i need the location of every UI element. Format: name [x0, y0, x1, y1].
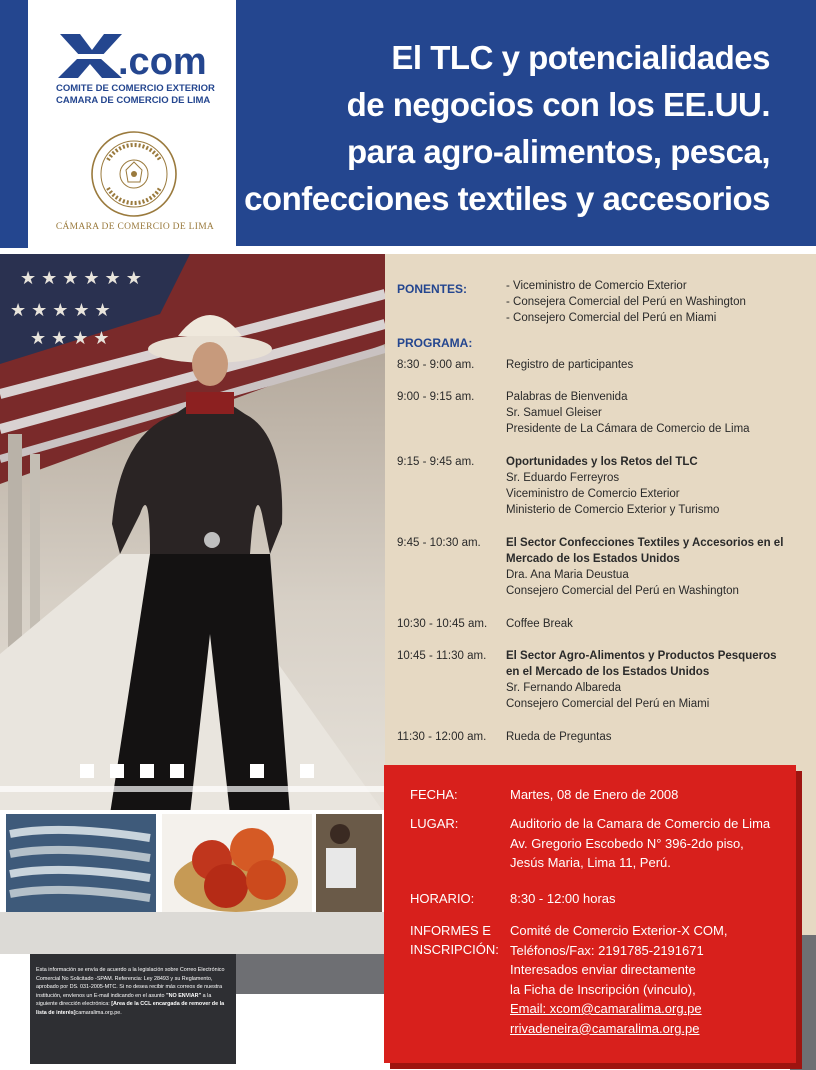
program-description	[506, 616, 791, 632]
speaker-item: - Viceministro de Comercio Exterior	[506, 280, 687, 292]
legal-note-text: a la siguiente dirección electrónica:	[36, 992, 212, 1008]
page-title	[230, 34, 770, 222]
program-session-title: El Sector Confecciones Textiles y Accesorios en el Mercado de los Estados Unidos	[506, 537, 784, 565]
program-time: 9:00 - 9:15 am.	[397, 391, 475, 403]
email-link[interactable]: Email: xcom@camaralima.org.pe	[510, 1001, 702, 1016]
location-line: Av. Gregorio Escobedo N° 396-2do piso,	[510, 835, 744, 851]
program-time: 11:30 - 12:00 am.	[397, 731, 487, 743]
location-line: Jesús Maria, Lima 11, Perú.	[510, 855, 671, 870]
program-line: Rueda de Preguntas	[506, 731, 612, 743]
program-line: Sr. Eduardo Ferreyros	[506, 472, 620, 484]
footer-gray-bar	[236, 954, 384, 994]
speaker-item: - Consejera Comercial del Perú en Washington	[506, 296, 746, 308]
speaker-item: - Consejero Comercial del Perú en Miami	[506, 312, 717, 324]
schedule-value: 8:30 - 12:00 horas	[510, 891, 616, 906]
product-thumbnails	[0, 810, 385, 954]
program-line: Dra. Ana Maria Deustua	[506, 569, 629, 581]
program-line: Coffee Break	[506, 618, 573, 630]
svg-text:★ ★ ★ ★ ★: ★ ★ ★ ★ ★	[10, 300, 111, 320]
organization-name	[56, 83, 226, 107]
seal-caption: CÁMARA DE COMERCIO DE LIMA	[55, 222, 215, 232]
organization-line-2: CAMARA DE COMERCIO DE LIMA	[56, 95, 211, 106]
contact-label	[410, 921, 499, 959]
legal-note-link[interactable]: camaralima.org.pe.	[75, 1009, 122, 1016]
title-line: El TLC y potencialidades	[391, 39, 770, 76]
program-session-title: Oportunidades y los Retos del TLC	[506, 456, 698, 468]
email-link-secondary[interactable]: rrivadeneira@camaralima.org.pe	[510, 1020, 700, 1036]
program-label: PROGRAMA:	[397, 336, 473, 350]
program-session-title: El Sector Agro-Alimentos y Productos Pesqueros en el Mercado de los Estados Unidos	[506, 650, 777, 678]
program-description	[506, 648, 791, 712]
title-line: confecciones textiles y accesorios	[244, 180, 770, 217]
contact-line: Comité de Comercio Exterior-X COM,	[510, 923, 728, 938]
program-time: 8:30 - 9:00 am.	[397, 359, 475, 371]
program-line: Sr. Samuel Gleiser	[506, 407, 602, 419]
program-line: Ministerio de Comercio Exterior y Turismo	[506, 504, 720, 516]
fashion-photo	[0, 254, 385, 954]
program-description	[506, 454, 791, 518]
legal-note-text: Esta información se envía de acuerdo a la legislación sobre Correo Electrónico Comercial No Solicitado -SPAM. Referencia: Ley 28493 y su Reglamento, aprobado por DS. 031-2005-MTC. Si no desea recibir más correos de nuestra institución, envíenos un E-mail indicando en el asunto	[36, 967, 225, 999]
svg-text:★ ★ ★ ★ ★ ★: ★ ★ ★ ★ ★ ★	[20, 268, 142, 288]
program-time: 9:15 - 9:45 am.	[397, 456, 475, 468]
program-line: Sr. Fernando Albareda	[506, 682, 622, 694]
program-time: 9:45 - 10:30 am.	[397, 537, 481, 549]
x-mark-icon	[58, 34, 122, 78]
chamber-seal-icon	[90, 130, 178, 218]
speakers-list	[506, 278, 746, 326]
contact-label-line: INSCRIPCIÓN:	[410, 942, 499, 957]
program-description	[506, 389, 791, 437]
contact-line: Teléfonos/Fax: 2191785-2191671	[510, 942, 704, 958]
contact-label-line: INFORMES E	[410, 923, 491, 938]
svg-text:★ ★ ★ ★: ★ ★ ★ ★	[30, 328, 110, 348]
program-line: Registro de participantes	[506, 359, 634, 371]
logo-text: .com	[118, 41, 207, 80]
speakers-label: PONENTES:	[397, 282, 468, 296]
program-description	[506, 729, 791, 745]
schedule-label: HORARIO:	[410, 891, 475, 906]
contact-line: la Ficha de Inscripción (vinculo),	[510, 981, 696, 997]
legal-note	[36, 966, 232, 1018]
program-description	[506, 357, 791, 373]
program-line: Consejero Comercial del Perú en Miami	[506, 698, 710, 710]
location-value	[510, 814, 790, 873]
program-line: Presidente de La Cámara de Comercio de Lima	[506, 423, 750, 435]
location-line: Auditorio de la Camara de Comercio de Lima	[510, 816, 771, 831]
date-label: FECHA:	[410, 787, 458, 802]
title-line: para agro-alimentos, pesca,	[347, 133, 770, 170]
location-label: LUGAR:	[410, 816, 459, 831]
program-line: Viceministro de Comercio Exterior	[506, 488, 680, 500]
header-left-stripe	[0, 0, 28, 248]
xcom-logo	[58, 30, 218, 80]
legal-note-bold: "NO ENVIAR"	[166, 992, 202, 999]
program-line: Consejero Comercial del Perú en Washington	[506, 585, 739, 597]
title-line: de negocios con los EE.UU.	[346, 86, 770, 123]
organization-line-1: COMITE DE COMERCIO EXTERIOR	[56, 83, 215, 94]
contact-value	[510, 921, 790, 1038]
program-time: 10:45 - 11:30 am.	[397, 650, 487, 662]
program-time: 10:30 - 10:45 am.	[397, 618, 488, 630]
program-line: Palabras de Bienvenida	[506, 391, 628, 403]
program-description	[506, 535, 791, 599]
legal-note-bold: [Area de la CCL encargada de remover de la lista de interés]	[36, 1001, 225, 1016]
contact-line: Interesados enviar directamente	[510, 962, 696, 977]
date-value: Martes, 08 de Enero de 2008	[510, 787, 679, 802]
